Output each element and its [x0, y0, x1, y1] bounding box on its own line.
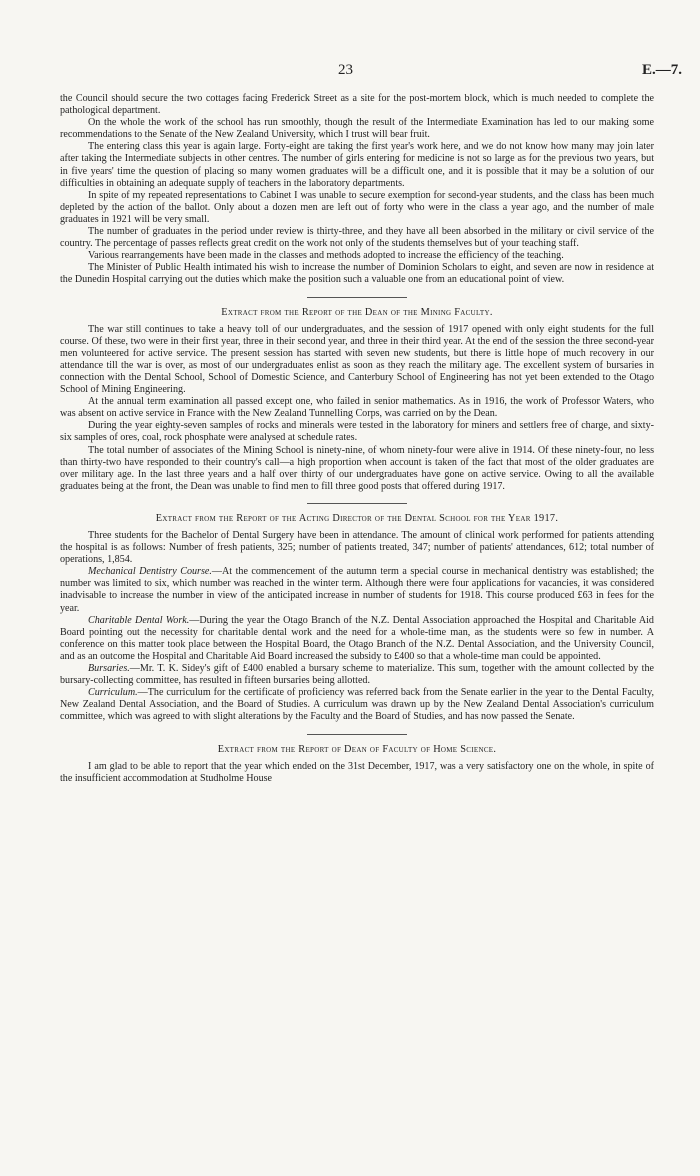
subheading: Charitable Dental Work. [88, 614, 190, 626]
paragraph-text: —The curriculum for the certificate of proficiency was referred back from the Senate earlier in the year to the Dental Faculty, New Zealand Dental Association, and the Board of Studies. A curriculum was drawn up by the New Zealand Dental Association's curriculum committee, which was agreed to with slight alterations by the Faculty and the Board of Studies, and has now passed the Senate. [60, 687, 654, 723]
paragraph: At the annual term examination all passed except one, who failed in senior mathematics. As in 1916, the work of Professor Waters, who was absent on active service in France with the New Zealand Tunnelling Corps, was carried on by the Dean. [60, 396, 654, 420]
paragraph: Various rearrangements have been made in the classes and methods adopted to increase the efficiency of the teaching. [88, 250, 564, 262]
section-divider [307, 297, 407, 298]
section-divider [307, 503, 407, 504]
paragraph: The entering class this year is again large. Forty-eight are taking the first year's work here, and we do not know how many may join later after taking the Intermediate subjects in other centres. The number of girls entering for medicine is not so large as for the previous two years, but in five years' time the question of placing so many women graduates will be a difficult one, and it is possible that it may be a solution of our difficulties in obtaining an adequate supply of teachers in the laboratory departments. [60, 141, 654, 189]
paragraph-text: —Mr. T. K. Sidey's gift of £400 enabled a bursary scheme to materialize. This sum, together with the amount collected by the bursary-collecting committee, has resulted in fifteen bursaries being allotted. [60, 663, 654, 687]
document-body [60, 93, 654, 785]
section-divider [307, 734, 407, 735]
document-reference: E.—7. [641, 62, 682, 78]
section-heading-mining: Extract from the Report of the Dean of the Mining Faculty. [221, 306, 493, 318]
paragraph: Three students for the Bachelor of Dental Surgery have been in attendance. The amount of clinical work performed for patients attending the hospital is as follows: Number of fresh patients, 325; number of patients treated, 347; number of patients' attendances, 612; total number of operations, 1,854. [60, 530, 654, 566]
paragraph: I am glad to be able to report that the year which ended on the 31st December, 1917, was a very satisfactory one on the whole, in spite of the insufficient accommodation at Studholme House [60, 760, 654, 784]
paragraph-bursaries [60, 663, 654, 687]
paragraph: The war still continues to take a heavy toll of our undergraduates, and the session of 1917 opened with only eight students for the full course. Of these, two were in their first year, three in their second year, and three in their third year. At the end of the session the three second-year men volunteered for active service. The present session has started with seven new students, but there is little hope of much recovery in our attendance till the war is over, as most of our undergraduates enlist as soon as they reach the military age. The excellent system of bursaries in connection with the Dental School, School of Domestic Science, and Canterbury School of Engineering has not yet been extended to the Otago School of Mining Engineering. [60, 323, 654, 396]
paragraph-mechanical-dentistry [60, 566, 654, 614]
paragraph-text: —During the year the Otago Branch of the N.Z. Dental Association approached the Hospital and Charitable Aid Board pointing out the necessity for charitable dental work and the need for a whole-time man, as the students were so few in number. A conference on this matter took place between the Hospital Board, the Otago Branch of the N.Z. Dental Association, and the University Council, and as an outcome the Hospital and Charitable Aid Board increased the subsidy to £400 so that a whole-time man could be appointed. [60, 614, 654, 662]
paragraph: In spite of my repeated representations to Cabinet I was unable to secure exemption for second-year students, and the class has been much depleted by the action of the ballot. Only about a dozen men are left out of forty who were in the class a year ago, and the number of male graduates in 1921 will be very small. [60, 189, 654, 225]
subheading: Curriculum. [88, 687, 138, 699]
paragraph: the Council should secure the two cottages facing Frederick Street as a site for the post-mortem block, which is much needed to complete the pathological department. [60, 93, 654, 117]
paragraph: The Minister of Public Health intimated his wish to increase the number of Dominion Scholars to eight, and seven are now in residence at the Dunedin Hospital carrying out the duties which make the position such a valuable one from an educational point of view. [60, 262, 654, 286]
paragraph: On the whole the work of the school has run smoothly, though the result of the Intermediate Examination has led to our making some recommendations to the Senate of the New Zealand University, which I trust will bear fruit. [60, 117, 654, 141]
subheading: Mechanical Dentistry Course. [88, 566, 212, 578]
section-heading-dental: Extract from the Report of the Acting Director of the Dental School for the Year 1917. [155, 512, 559, 524]
page-header [0, 62, 700, 82]
paragraph: During the year eighty-seven samples of rocks and minerals were tested in the laboratory for miners and settlers free of charge, and sixty-six samples of ores, coal, rock phosphate were analysed at schedule rates. [60, 420, 654, 444]
paragraph-charitable-dental-work [60, 615, 654, 663]
page-number: 23 [338, 62, 353, 78]
paragraph-curriculum [60, 687, 654, 723]
paragraph: The number of graduates in the period under review is thirty-three, and they have all been absorbed in the military or civil service of the country. The percentage of passes reflects great credit on the work not only of the students themselves but of your teaching staff. [60, 226, 654, 250]
paragraph-text: —At the commencement of the autumn term a special course in mechanical dentistry was established; the number was limited to six, which number was reached in the winter term. Although there were four applications for vacancies, it was considered inadvisable to increase the number in view of the anticipated increase in number of students for 1918. This course produced £63 in fees for the year. [60, 566, 654, 614]
subheading: Bursaries. [88, 663, 130, 675]
section-heading-home-science: Extract from the Report of Dean of Faculty of Home Science. [217, 743, 497, 755]
paragraph: The total number of associates of the Mining School is ninety-nine, of whom ninety-four were alive in 1914. Of these ninety-four, no less than thirty-two have responded to their country's call—a high proportion when account is taken of the fact that most of the older graduates are over military age. In the last three years and a half over thirty of our undergraduates have gone on active service. Owing to all the available graduates being at the front, the Dean was unable to find men to fill three good posts that offered during 1917. [60, 444, 654, 492]
